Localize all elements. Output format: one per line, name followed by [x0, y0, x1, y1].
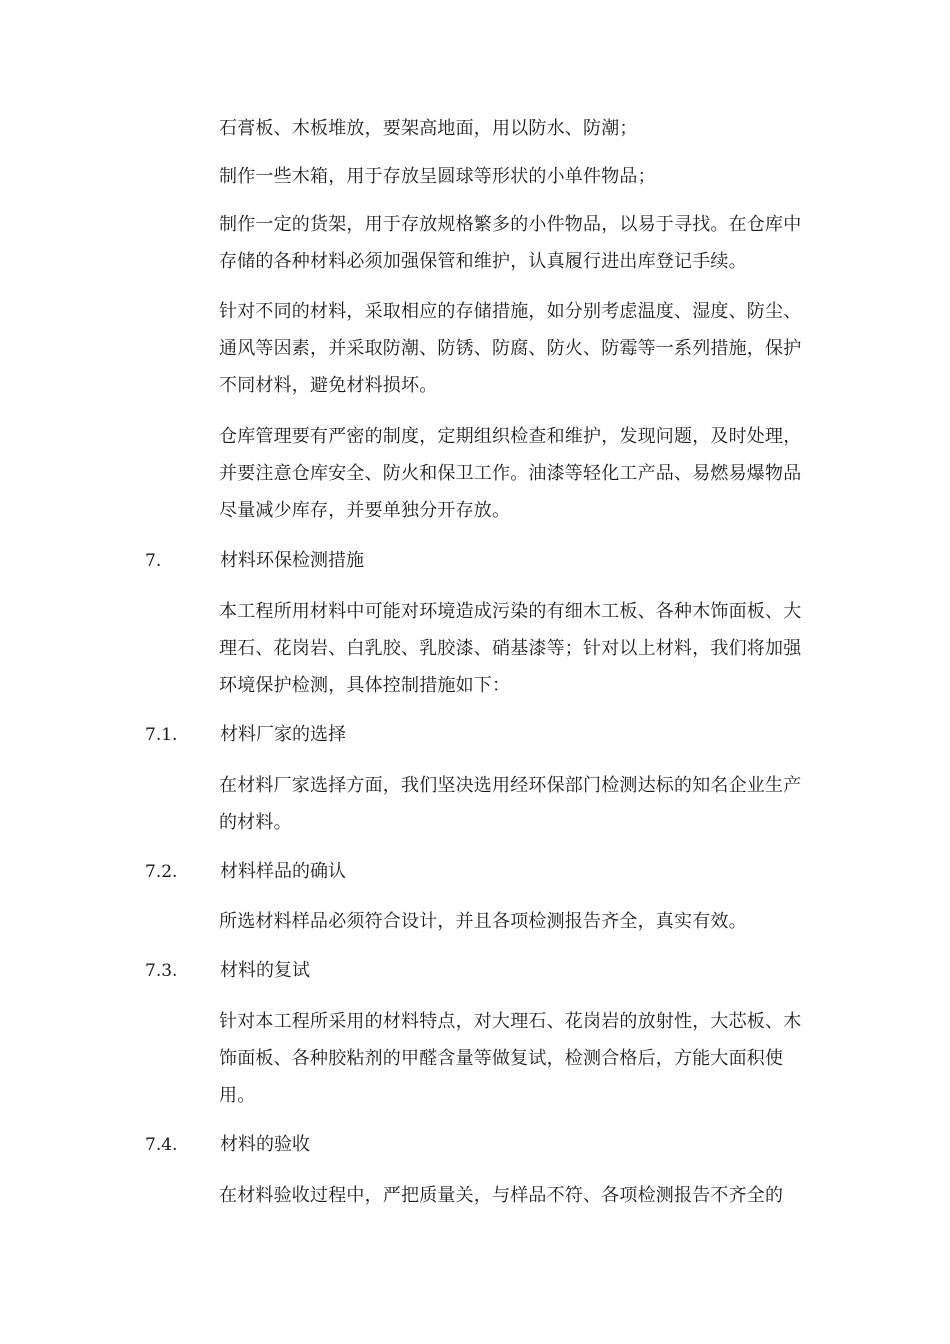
paragraph-warehouse-management: 仓库管理要有严密的制度，定期组织检查和维护，发现问题，及时处理，并要注意仓库安全、防火和保卫工作。油漆等轻化工产品、易燃易爆物品尽量减少库存，并要单独分开存放。: [219, 426, 802, 521]
section-7-4-body: 在材料验收过程中，严把质量关，与样品不符、各项检测报告不齐全的: [219, 1185, 784, 1206]
section-7-3-heading: [145, 957, 825, 985]
section-number: 7.3.: [145, 961, 178, 981]
section-7-1-body: 在材料厂家选择方面，我们坚决选用经环保部门检测达标的知名企业生产的材料。: [219, 775, 802, 833]
paragraph-shelves: 制作一定的货架，用于存放规格繁多的小件物品，以易于寻找。在仓库中存储的各种材料必须加强保管和维护，认真履行进出库登记手续。: [219, 214, 802, 272]
section-7-2-heading: [145, 858, 825, 886]
paragraph-storage-measures: 针对不同的材料，采取相应的存储措施，如分别考虑温度、湿度、防尘、通风等因素，并采取防潮、防锈、防腐、防火、防霉等一系列措施，保护不同材料，避免材料损坏。: [219, 301, 802, 396]
section-number: 7.: [145, 551, 162, 571]
paragraph-gypsum-storage: 石膏板、木板堆放，要架高地面，用以防水、防潮；: [219, 118, 638, 139]
section-7-2-body: 所选材料样品必须符合设计，并且各项检测报告齐全，真实有效。: [219, 911, 747, 932]
section-title: 材料厂家的选择: [220, 724, 346, 745]
section-number: 7.4.: [145, 1135, 178, 1155]
section-title: 材料样品的确认: [220, 861, 346, 882]
section-7-1-heading: [145, 721, 825, 749]
section-7-4-heading: [145, 1131, 825, 1159]
section-number: 7.1.: [145, 725, 178, 745]
section-7-3-body: 针对本工程所采用的材料特点，对大理石、花岗岩的放射性，大芯板、木饰面板、各种胶粘剂的甲醛含量等做复试，检测合格后，方能大面积使用。: [219, 1011, 802, 1106]
section-title: 材料的验收: [220, 1134, 310, 1155]
section-title: 材料环保检测措施: [220, 550, 364, 571]
section-number: 7.2.: [145, 862, 178, 882]
section-7-heading: [145, 547, 825, 575]
paragraph-wooden-boxes: 制作一些木箱，用于存放呈圆球等形状的小单件物品；: [219, 166, 656, 187]
section-title: 材料的复试: [220, 960, 310, 981]
section-7-body: 本工程所用材料中可能对环境造成污染的有细木工板、各种木饰面板、大理石、花岗岩、白乳胶、乳胶漆、硝基漆等；针对以上材料，我们将加强环境保护检测，具体控制措施如下：: [219, 601, 802, 696]
